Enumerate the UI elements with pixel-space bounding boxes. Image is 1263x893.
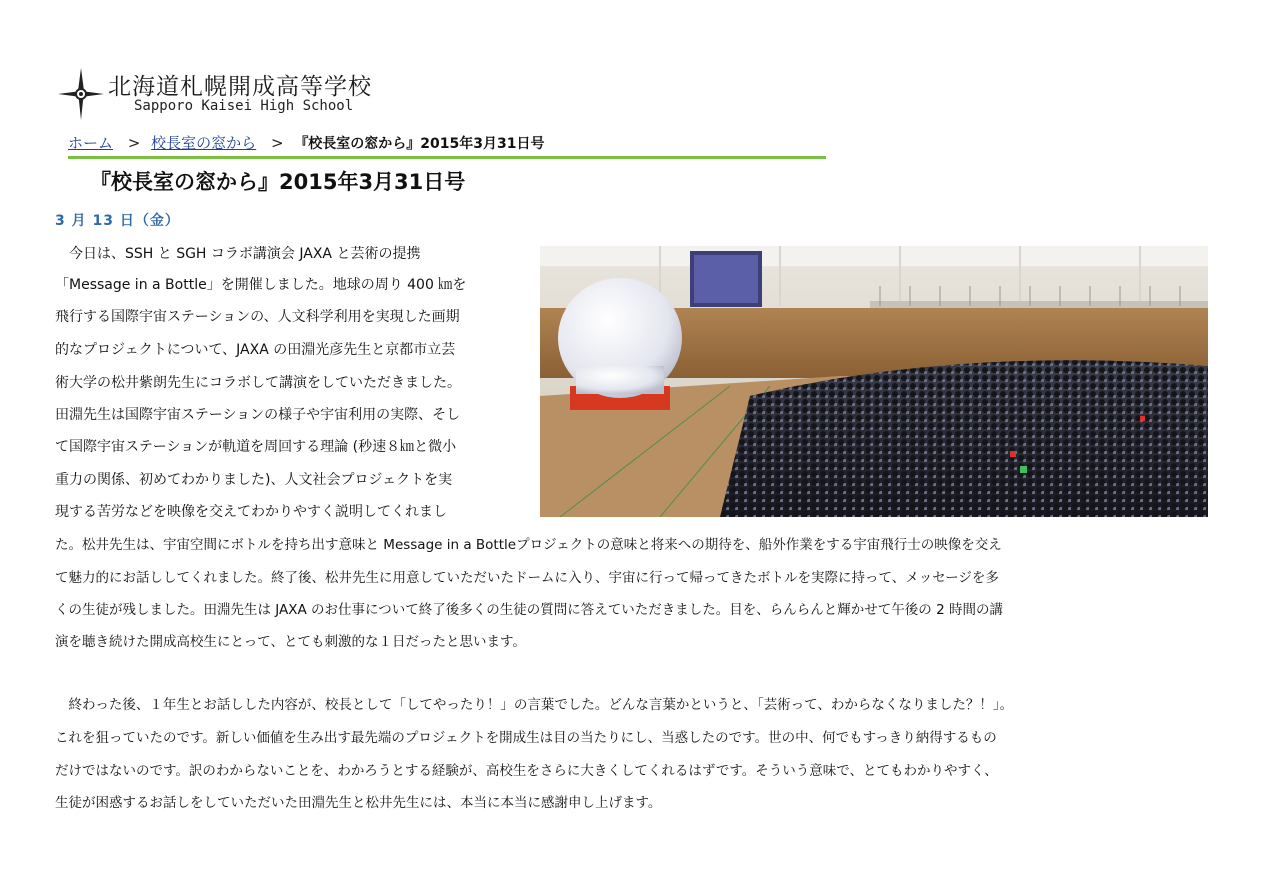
paragraph-line: くの生徒が残しました。田淵先生は JAXA のお仕事について終了後多くの生徒の質問に答えていただきました。目を、らんらんと輝かせて午後の 2 時間の講 [55, 602, 1003, 618]
breadcrumb-divider [68, 156, 826, 159]
paragraph-line: 今日は、SSH と SGH コラボ講演会 JAXA と芸術の提携 [55, 246, 421, 262]
paragraph-line: 生徒が困惑するお話しをしていただいた田淵先生と松井先生には、本当に本当に感謝申し上げます。 [55, 795, 662, 811]
paragraph-line: た。松井先生は、宇宙空間にボトルを持ち出す意味と Message in a Bottleプロジェクトの意味と将来への期待を、船外作業をする宇宙飛行士の映像を交え [55, 537, 1002, 553]
paragraph-line: 重力の関係、初めてわかりました)、人文社会プロジェクトを実 [55, 472, 453, 488]
paragraph-line: 演を聴き続けた開成高校生にとって、とても刺激的な１日だったと思います。 [55, 634, 526, 650]
breadcrumb-separator: > [270, 134, 284, 152]
paragraph-line: 飛行する国際宇宙ステーションの、人文科学利用を実現した画期 [55, 309, 460, 325]
paragraph-line: 田淵先生は国際宇宙ステーションの様子や宇宙利用の実際、そし [55, 407, 461, 423]
paragraph-line: て国際宇宙ステーションが軌道を周回する理論 (秒速８㎞と微小 [55, 439, 457, 455]
breadcrumb-separator: > [127, 134, 141, 152]
paragraph-line: 「Message in a Bottle」を開催しました。地球の周り 400 ㎞を [55, 277, 467, 293]
paragraph-line: だけではないのです。訳のわからないことを、わかろうとする経験が、高校生をさらに大きくしてくれるはずです。そういう意味で、とてもわかりやすく、 [55, 763, 998, 779]
breadcrumb-current: 『校長室の窓から』2015年3月31日号 [294, 136, 545, 152]
breadcrumb-section-link[interactable]: 校長室の窓から [151, 134, 257, 152]
paragraph-line: これを狙っていたのです。新しい価値を生み出す最先端のプロジェクトを開成生は目の当たりにし、当惑したのです。世の中、何でもすっきり納得するもの [55, 730, 997, 746]
breadcrumb-home-link[interactable]: ホーム [68, 134, 114, 152]
compass-star-icon [56, 66, 106, 122]
paragraph-line: て魅力的にお話ししてくれました。終了後、松井先生に用意していただいたドームに入り、宇宙に行って帰ってきたボトルを実際に持って、メッセージを多 [55, 570, 999, 586]
paragraph-line: 術大学の松井紫朗先生にコラボして講演をしていただきました。 [55, 375, 461, 391]
lecture-photo [540, 246, 1208, 517]
paragraph-line: 終わった後、１年生とお話しした内容が、校長として「してやったり！」の言葉でした。どんな言葉かというと、「芸術って、わからなくなりました？！」。 [55, 697, 1014, 713]
paragraph-line: 現する苦労などを映像を交えてわかりやすく説明してくれまし [55, 504, 447, 520]
school-logo[interactable] [56, 66, 386, 126]
article-date: 3 月 13 日（金） [55, 213, 180, 229]
breadcrumb [68, 132, 826, 156]
page-title: 『校長室の窓から』2015年3月31日号 [90, 170, 466, 194]
school-name-en: Sapporo Kaisei High School [134, 98, 354, 114]
school-name-jp: 北海道札幌開成高等学校 [108, 74, 372, 100]
paragraph-line: 的なプロジェクトについて、JAXA の田淵光彦先生と京都市立芸 [55, 342, 456, 358]
